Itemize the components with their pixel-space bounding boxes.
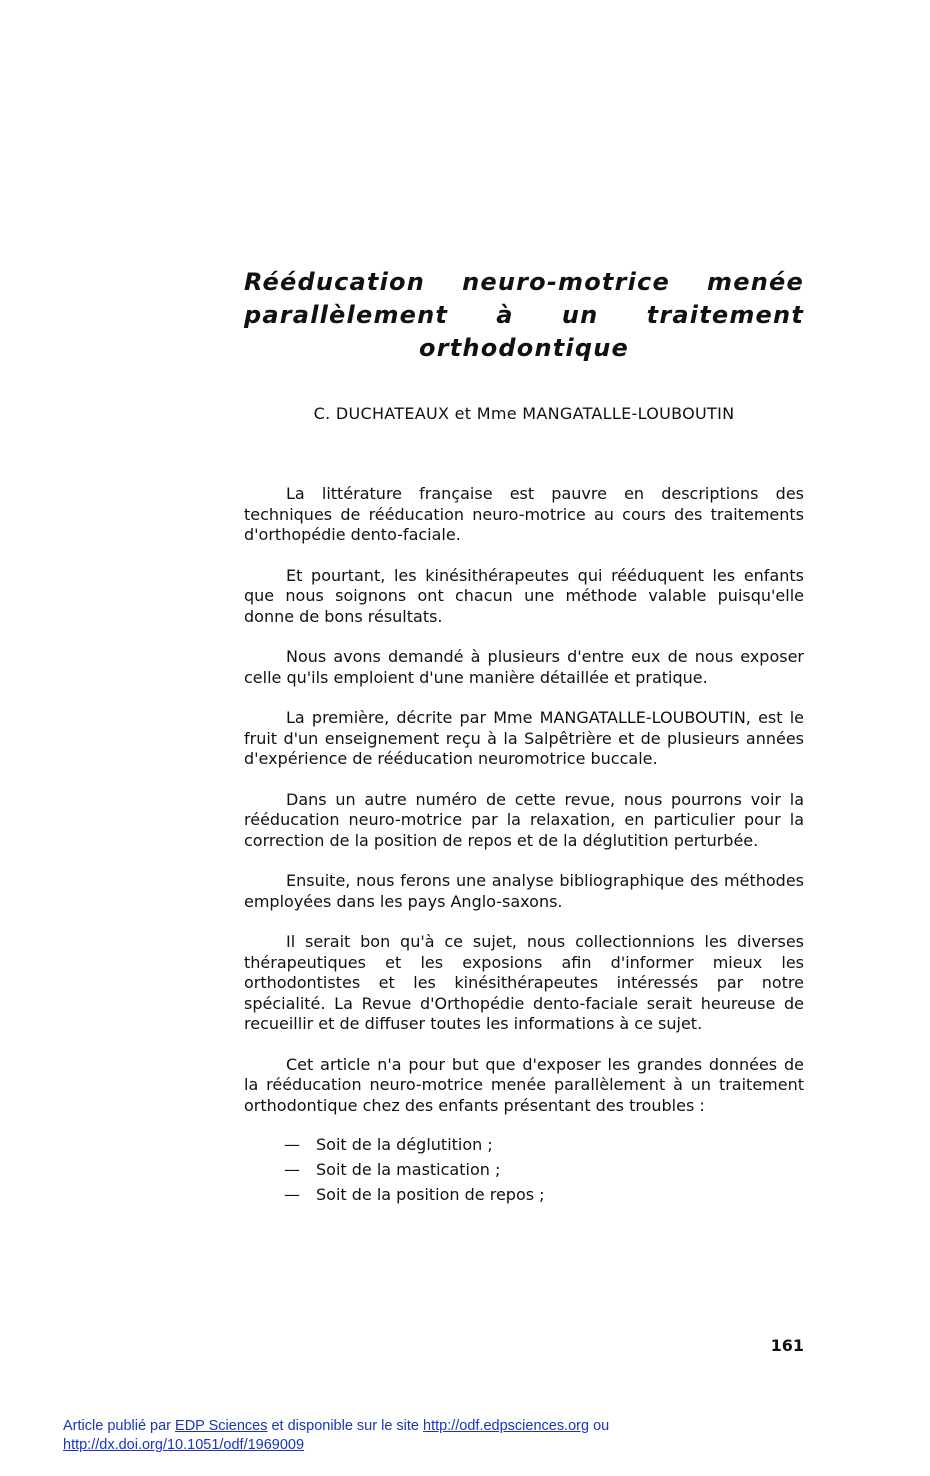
paragraph: Dans un autre numéro de cette revue, nous pourrons voir la rééducation neuro-motrice par la relaxation, en particulier pour la correction de la position de repos et de la déglutition perturbée. <box>244 789 804 850</box>
list-item-text: Soit de la mastication ; <box>316 1160 501 1179</box>
page-number: 161 <box>770 1336 804 1355</box>
list-item-text: Soit de la position de repos ; <box>316 1185 545 1204</box>
site-link[interactable]: http://odf.edpsciences.org <box>423 1418 590 1434</box>
title-line-1: Rééducation neuro-motrice menée <box>244 268 804 296</box>
edp-sciences-link[interactable]: EDP Sciences <box>175 1418 268 1434</box>
footer-line-1 <box>63 1417 883 1436</box>
article-title <box>244 266 804 365</box>
footer-middle: et disponible sur le site <box>267 1418 424 1434</box>
footer-prefix: Article publié par <box>63 1418 176 1434</box>
list-dash: — <box>284 1160 300 1179</box>
troubles-list <box>284 1132 804 1207</box>
paragraph: Ensuite, nous ferons une analyse bibliographique des méthodes employées dans les pays Anglo-saxons. <box>244 871 804 911</box>
list-item <box>284 1157 804 1182</box>
authors-line: C. DUCHATEAUX et Mme MANGATALLE-LOUBOUTIN <box>313 404 735 423</box>
list-dash: — <box>284 1135 300 1154</box>
publisher-footer <box>63 1417 883 1455</box>
list-item <box>284 1182 804 1207</box>
footer-line-2 <box>63 1436 883 1455</box>
footer-suffix: ou <box>589 1418 610 1434</box>
list-item <box>284 1132 804 1157</box>
title-line-2: parallèlement à un traitement <box>244 301 804 329</box>
list-item-text: Soit de la déglutition ; <box>316 1135 493 1154</box>
list-dash: — <box>284 1185 300 1204</box>
article-body <box>244 484 804 1207</box>
paragraph: Et pourtant, les kinésithérapeutes qui rééduquent les enfants que nous soignons ont chacun une méthode valable puisqu'elle donne de bons résultats. <box>244 565 804 626</box>
paragraph: La littérature française est pauvre en descriptions des techniques de rééducation neuro-motrice au cours des traitements d'orthopédie dento-faciale. <box>244 484 804 544</box>
paragraph: La première, décrite par Mme MANGATALLE-LOUBOUTIN, est le fruit d'un enseignement reçu à la Salpêtrière et de plusieurs années d'expérience de rééducation neuromotrice buccale. <box>244 708 804 768</box>
paragraph: Nous avons demandé à plusieurs d'entre eux de nous exposer celle qu'ils emploient d'une manière détaillée et pratique. <box>244 647 804 687</box>
title-line-3: orthodontique <box>419 334 629 362</box>
doi-link[interactable]: http://dx.doi.org/10.1051/odf/1969009 <box>63 1437 305 1453</box>
paragraph: Cet article n'a pour but que d'exposer les grandes données de la rééducation neuro-motrice menée parallèlement à un traitement orthodontique chez des enfants présentant des troubles : <box>244 1054 804 1115</box>
paragraph: Il serait bon qu'à ce sujet, nous collectionnions les diverses thérapeutiques et les exposions afin d'informer mieux les orthodontistes et les kinésithérapeutes intéressés par notre spécialité. La Revue d'Orthopédie dento-faciale serait heureuse de recueillir et de diffuser toutes les informations à ce sujet. <box>244 932 804 1033</box>
